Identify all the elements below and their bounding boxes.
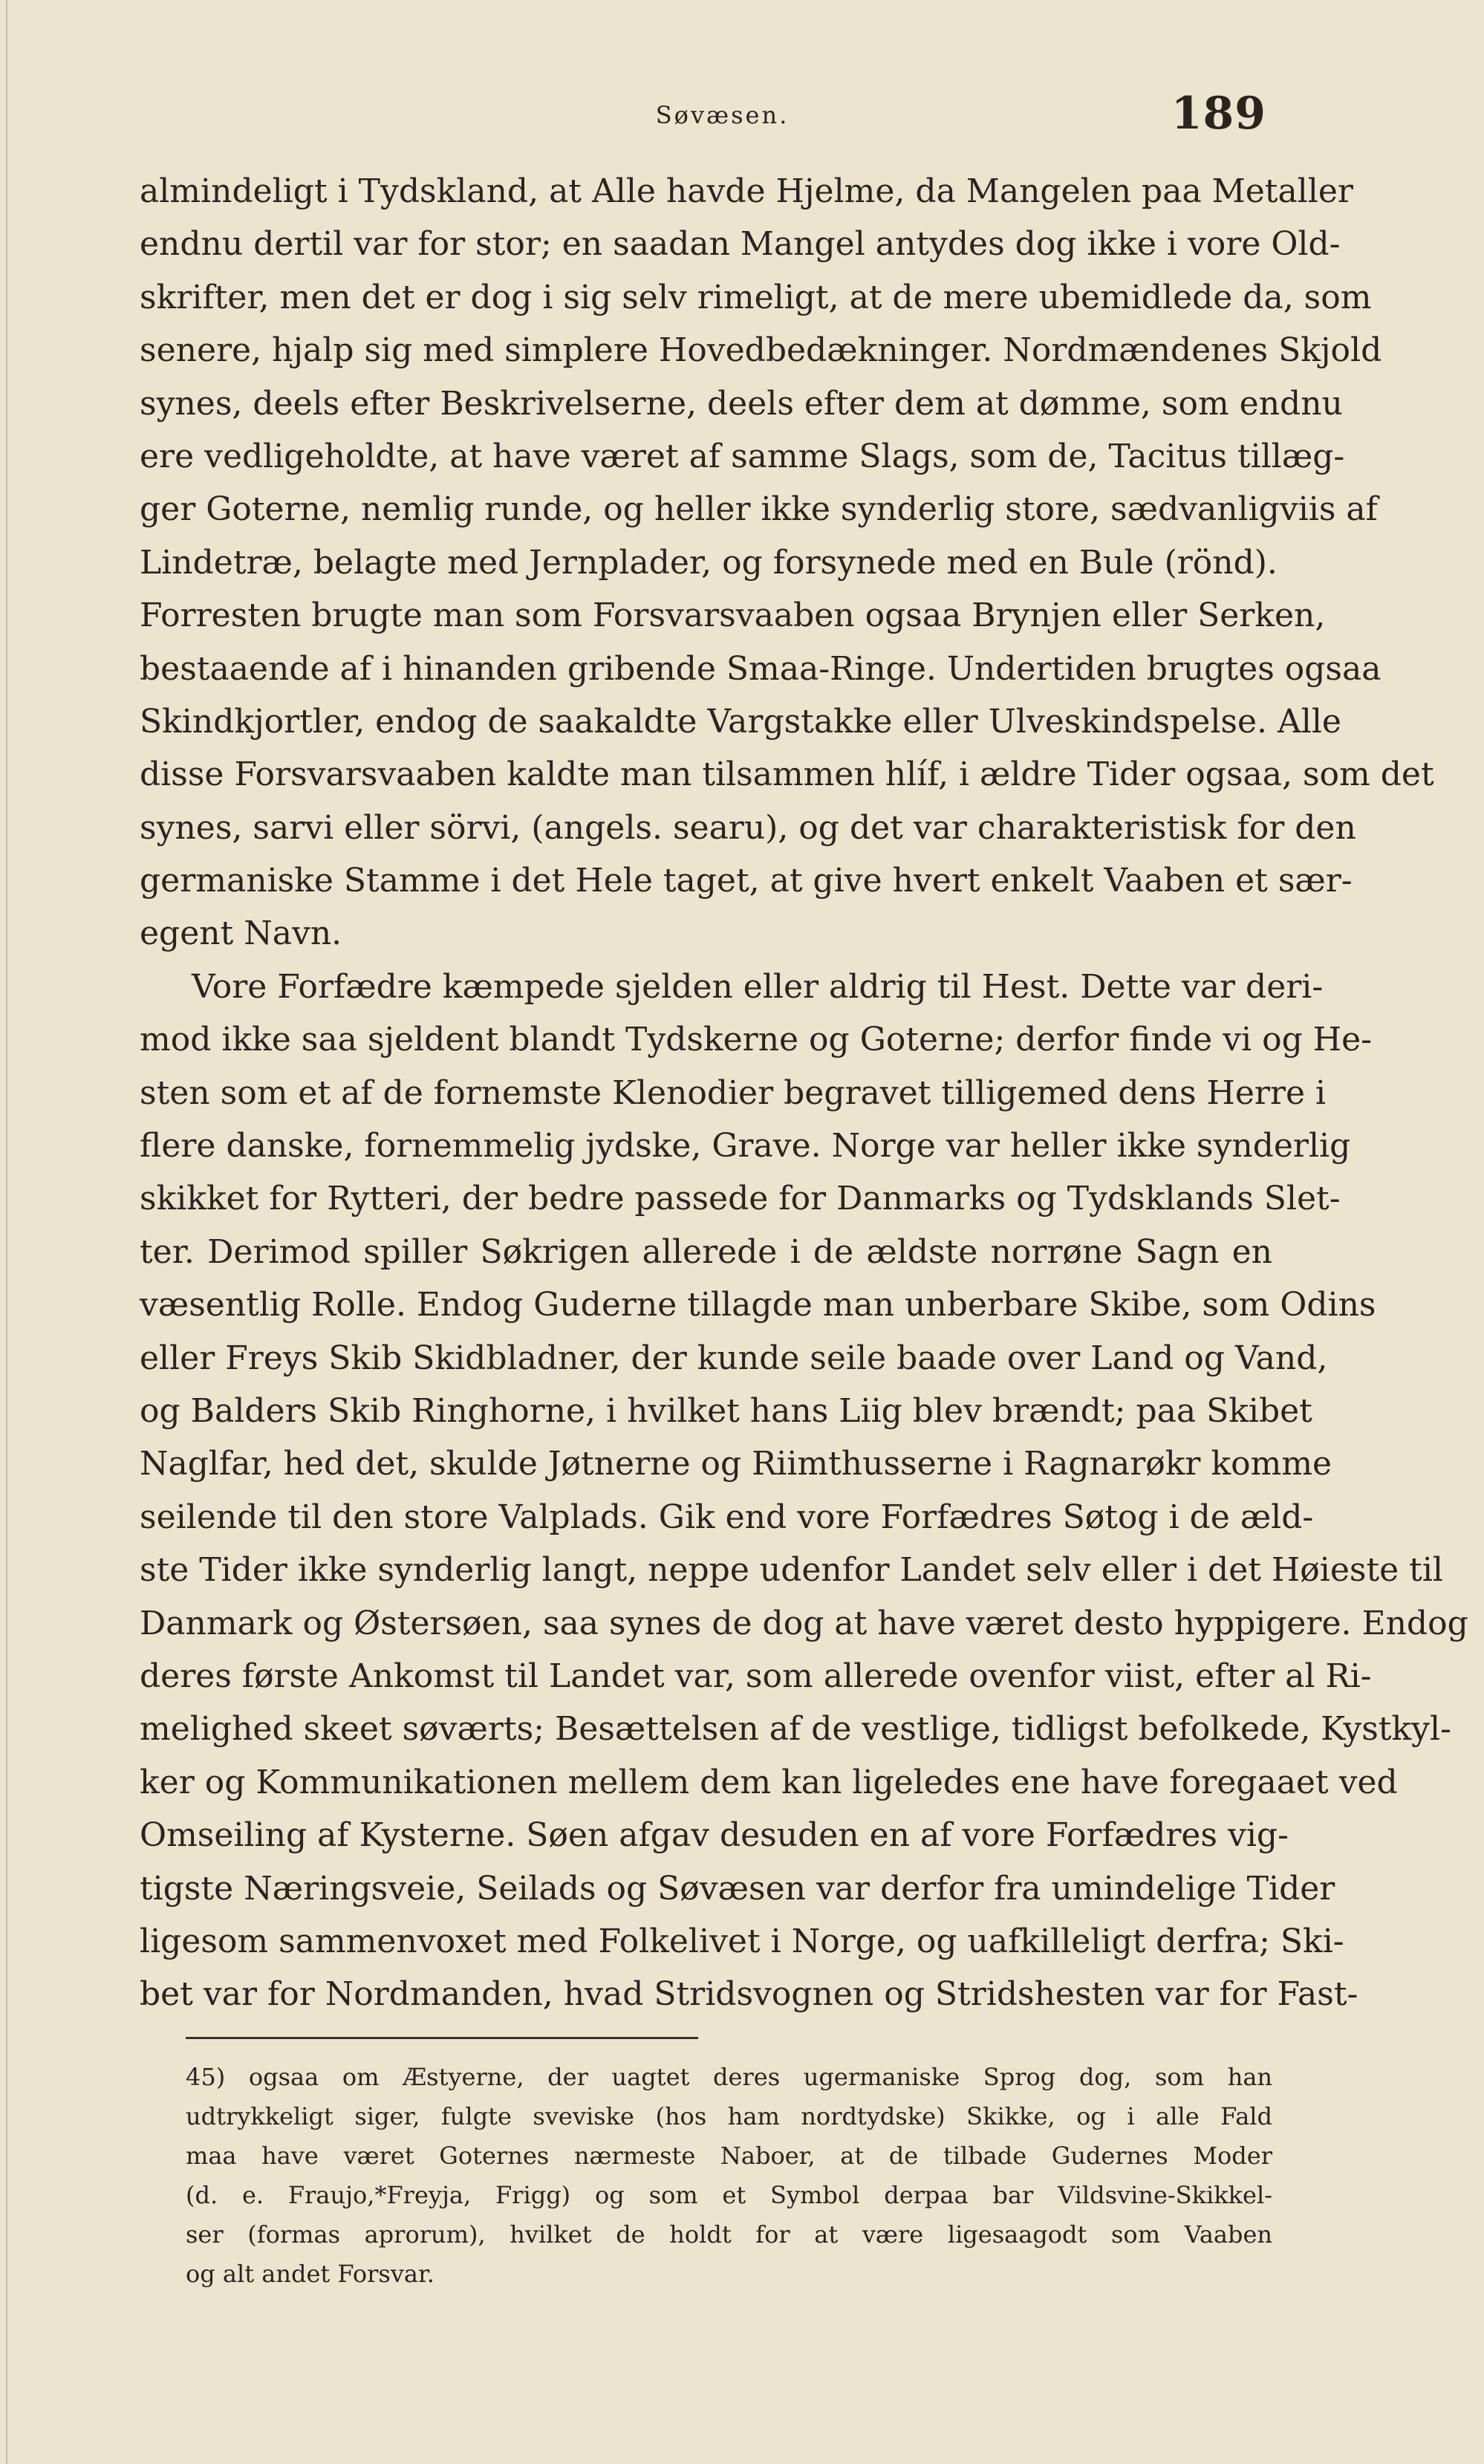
text-line: Danmark og Østersøen, saa synes de dog at have været desto hyppigere. Endog <box>140 1604 1468 1642</box>
text-line: ter. Derimod spiller Søkrigen allerede i de ældste norrøne Sagn en <box>140 1232 1272 1271</box>
text-line: bestaaende af i hinanden gribende Smaa-Ringe. Undertiden brugtes ogsaa <box>140 649 1382 688</box>
text-line: og Balders Skib Ringhorne, i hvilket hans Liig blev brændt; paa Skibet <box>140 1391 1312 1430</box>
footnote-line: og alt andet Forsvar. <box>186 2260 435 2288</box>
text-line: sten som et af de fornemste Klenodier begravet tilligemed dens Herre i <box>140 1073 1327 1112</box>
text-line: Skindkjortler, endog de saakaldte Vargstakke eller Ulveskindspelse. Alle <box>140 702 1341 741</box>
text-line: skrifter, men det er dog i sig selv rimeligt, at de mere ubemidlede da, som <box>140 278 1372 316</box>
running-head: Søvæsen. <box>655 101 790 129</box>
text-line: ker og Kommunikationen mellem dem kan ligeledes ene have foregaaet ved <box>140 1763 1398 1801</box>
text-line: Forresten brugte man som Forsvarsvaaben ogsaa Brynjen eller Serken, <box>140 597 1326 635</box>
text-line: senere, hjalp sig med simplere Hovedbedækninger. Nordmændenes Skjold <box>140 331 1382 370</box>
text-line: ligesom sammenvoxet med Folkelivet i Norge, og uafkilleligt derfra; Ski- <box>140 1922 1344 1960</box>
text-line: deres første Ankomst til Landet var, som allerede ovenfor viist, efter al Ri- <box>140 1657 1372 1695</box>
text-line: skikket for Rytteri, der bedre passede for Danmarks og Tydsklands Slet- <box>140 1180 1341 1218</box>
text-line: Lindetræ, belagte med Jernplader, og forsynede med en Bule (rönd). <box>140 543 1278 582</box>
text-line: seilende til den store Valplads. Gik end vore Forfædres Søtog i de æld- <box>140 1498 1314 1536</box>
footnote-line: udtrykkeligt siger, fulgte sveviske (hos ham nordtydske) Skikke, og i alle Fald <box>186 2102 1272 2130</box>
text-line: ste Tider ikke synderlig langt, neppe udenfor Landet selv eller i det Høieste til <box>140 1551 1443 1590</box>
footnote-line: maa have været Goternes nærmeste Naboer, at de tilbade Gudernes Moder <box>186 2142 1272 2170</box>
page-number: 189 <box>1171 88 1266 140</box>
main-text-block <box>140 165 1468 2021</box>
page-edge-line <box>6 0 7 2464</box>
footnote-line: ser (formas aprorum), hvilket de holdt for at være ligesaagodt som Vaaben <box>186 2220 1272 2249</box>
text-line: synes, sarvi eller sörvi, (angels. searu), og det var charakteristisk for den <box>140 808 1356 847</box>
text-line: almindeligt i Tydskland, at Alle havde Hjelme, da Mangelen paa Metaller <box>140 172 1353 210</box>
text-line: Naglfar, hed det, skulde Jøtnerne og Riimthusserne i Ragnarøkr komme <box>140 1445 1332 1483</box>
text-line: Vore Forfædre kæmpede sjelden eller aldrig til Hest. Dette var deri- <box>192 967 1324 1006</box>
text-line: disse Forsvarsvaaben kaldte man tilsammen hlíf, i ældre Tider ogsaa, som det <box>140 755 1434 794</box>
text-line: ger Goterne, nemlig runde, og heller ikke synderlig store, sædvanligviis af <box>140 490 1378 529</box>
text-line: melighed skeet søværts; Besættelsen af de vestlige, tidligst befolkede, Kystkyl- <box>140 1710 1451 1749</box>
footnote-divider <box>186 2037 698 2039</box>
footnote-line: (d. e. Fraujo,*Freyja, Frigg) og som et Symbol derpaa bar Vildsvine-Skikkel- <box>186 2181 1272 2209</box>
text-line: flere danske, fornemmelig jydske, Grave. Norge var heller ikke synderlig <box>140 1127 1351 1166</box>
text-line: bet var for Nordmanden, hvad Stridsvognen og Stridshesten var for Fast- <box>140 1975 1358 2014</box>
text-line: synes, deels efter Beskrivelserne, deels efter dem at dømme, som endnu <box>140 384 1343 423</box>
text-line: egent Navn. <box>140 914 342 953</box>
text-line: ere vedligeholdte, at have været af samme Slags, som de, Tacitus tillæg- <box>140 437 1345 475</box>
footnote-line: 45) ogsaa om Æstyerne, der uagtet deres ugermaniske Sprog dog, som han <box>186 2063 1272 2091</box>
text-line: væsentlig Rolle. Endog Guderne tillagde man unberbare Skibe, som Odins <box>140 1286 1376 1324</box>
text-line: eller Freys Skib Skidbladner, der kunde seile baade over Land og Vand, <box>140 1339 1328 1377</box>
footnote-block <box>186 2058 1272 2294</box>
text-line: Omseiling af Kysterne. Søen afgav desuden en af vore Forfædres vig- <box>140 1816 1289 1855</box>
text-line: endnu dertil var for stor; en saadan Mangel antydes dog ikke i vore Old- <box>140 225 1341 264</box>
text-line: tigste Næringsveie, Seilads og Søvæsen var derfor fra umindelige Tider <box>140 1869 1335 1908</box>
text-line: germaniske Stamme i det Hele taget, at give hvert enkelt Vaaben et sær- <box>140 862 1353 900</box>
text-line: mod ikke saa sjeldent blandt Tydskerne og Goterne; derfor finde vi og He- <box>140 1021 1373 1059</box>
page-header <box>178 88 1266 140</box>
